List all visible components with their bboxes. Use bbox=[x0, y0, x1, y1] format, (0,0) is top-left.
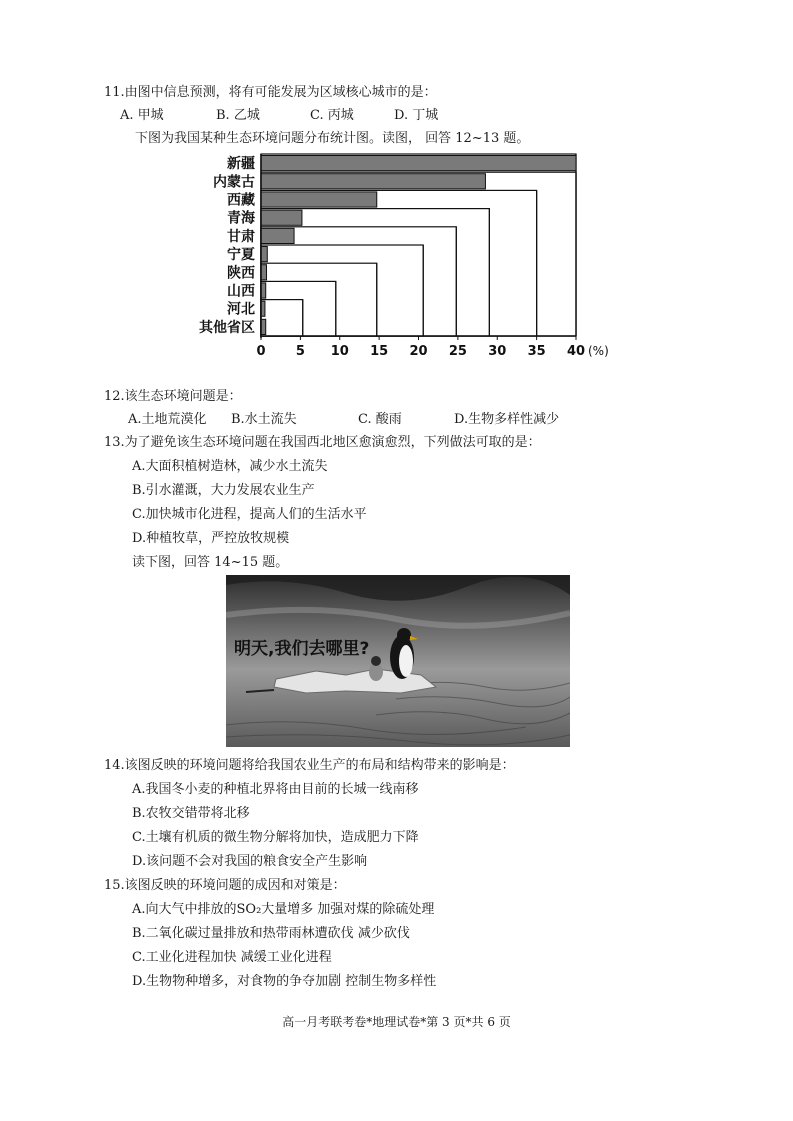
q14-option-a[interactable]: A.我国冬小麦的种植北界将由目前的长城一线南移 bbox=[132, 782, 419, 797]
q11-option-d[interactable]: D. 丁城 bbox=[394, 108, 439, 123]
bar-3 bbox=[261, 210, 302, 225]
category-label-0: 新疆 bbox=[227, 156, 255, 173]
category-label-4: 甘肃 bbox=[227, 228, 255, 245]
bar-1 bbox=[261, 174, 485, 189]
x-tick-label-6: 30 bbox=[488, 344, 507, 359]
category-label-3: 青海 bbox=[227, 210, 255, 227]
q13-option-a[interactable]: A.大面积植树造林，减少水土流失 bbox=[132, 459, 328, 474]
category-label-2: 西藏 bbox=[227, 192, 255, 209]
penguin-illustration bbox=[226, 575, 570, 747]
x-tick-label-4: 20 bbox=[409, 344, 428, 359]
q11-stem: 11.由图中信息预测，将有可能发展为区域核心城市的是： bbox=[104, 85, 437, 100]
q13-option-c[interactable]: C.加快城市化进程，提高人们的生活水平 bbox=[132, 507, 367, 522]
q12-options bbox=[128, 411, 559, 429]
q11-option-a[interactable]: A. 甲城 bbox=[120, 108, 164, 123]
q14-stem: 14.该图反映的环境问题将给我国农业生产的布局和结构带来的影响是： bbox=[104, 758, 515, 773]
bar-5 bbox=[261, 247, 267, 262]
q11-option-c[interactable]: C. 丙城 bbox=[310, 108, 354, 123]
q12-option-a[interactable]: A.土地荒漠化 bbox=[128, 412, 207, 427]
x-tick-label-3: 15 bbox=[370, 344, 389, 359]
q14-option-d[interactable]: D.该问题不会对我国的粮食安全产生影响 bbox=[132, 854, 368, 869]
x-tick-label-0: 0 bbox=[256, 344, 266, 359]
x-tick-label-8: 40 bbox=[566, 344, 586, 359]
q13-option-d[interactable]: D.种植牧草，严控放牧规模 bbox=[132, 531, 290, 546]
q15-option-a[interactable]: A.向大气中排放的SO₂大量增多 加强对煤的除硫处理 bbox=[132, 902, 435, 917]
q13-stem: 13.为了避免该生态环境问题在我国西北地区愈演愈烈，下列做法可取的是： bbox=[104, 435, 541, 450]
q12-option-d[interactable]: D.生物多样性减少 bbox=[454, 412, 560, 427]
q15-option-c[interactable]: C.工业化进程加快 减缓工业化进程 bbox=[132, 950, 332, 965]
x-tick-label-5: 25 bbox=[448, 344, 467, 359]
q15-stem: 15.该图反映的环境问题的成因和对策是： bbox=[104, 878, 346, 893]
distribution-chart bbox=[180, 148, 620, 370]
x-tick-label-1: 5 bbox=[295, 344, 305, 359]
cumulative-step-8 bbox=[261, 300, 303, 336]
q11-option-b[interactable]: B. 乙城 bbox=[216, 108, 260, 123]
bar-0 bbox=[261, 156, 576, 171]
q11-options bbox=[120, 107, 438, 125]
q12-stem: 12.该生态环境问题是： bbox=[104, 389, 242, 404]
x-axis-label: (%) bbox=[588, 344, 609, 358]
q12-option-c[interactable]: C. 酸雨 bbox=[358, 412, 402, 427]
penguin-ice-floe-image bbox=[226, 575, 570, 747]
chart-intro: 下图为我国某种生态环境问题分布统计图。读图， 回答 12~13 题。 bbox=[135, 131, 530, 146]
q15-option-b[interactable]: B.二氧化碳过量排放和热带雨林遭砍伐 减少砍伐 bbox=[132, 926, 410, 941]
q13-option-b[interactable]: B.引水灌溉，大力发展农业生产 bbox=[132, 483, 315, 498]
q15-option-d[interactable]: D.生物物种增多，对食物的争夺加剧 控制生物多样性 bbox=[132, 974, 437, 989]
bar-6 bbox=[261, 265, 267, 280]
x-tick-label-7: 35 bbox=[527, 344, 546, 359]
q14-option-b[interactable]: B.农牧交错带将北移 bbox=[132, 806, 250, 821]
category-label-5: 宁夏 bbox=[227, 247, 255, 264]
page-footer: 高一月考联考卷*地理试卷*第 3 页*共 6 页 bbox=[282, 1015, 511, 1029]
bar-4 bbox=[261, 228, 294, 243]
bar-2 bbox=[261, 192, 377, 207]
image-caption: 明天,我们去哪里? bbox=[234, 639, 370, 659]
category-label-1: 内蒙古 bbox=[213, 174, 255, 191]
x-tick-label-2: 10 bbox=[330, 344, 349, 359]
q12-option-b[interactable]: B.水土流失 bbox=[231, 412, 297, 427]
category-label-9: 其他省区 bbox=[199, 319, 255, 336]
category-label-8: 河北 bbox=[227, 301, 255, 318]
category-label-6: 陕西 bbox=[227, 265, 255, 282]
q14-option-c[interactable]: C.土壤有机质的微生物分解将加快，造成肥力下降 bbox=[132, 830, 419, 845]
category-label-7: 山西 bbox=[227, 283, 255, 300]
photo-intro: 读下图，回答 14~15 题。 bbox=[132, 555, 289, 570]
